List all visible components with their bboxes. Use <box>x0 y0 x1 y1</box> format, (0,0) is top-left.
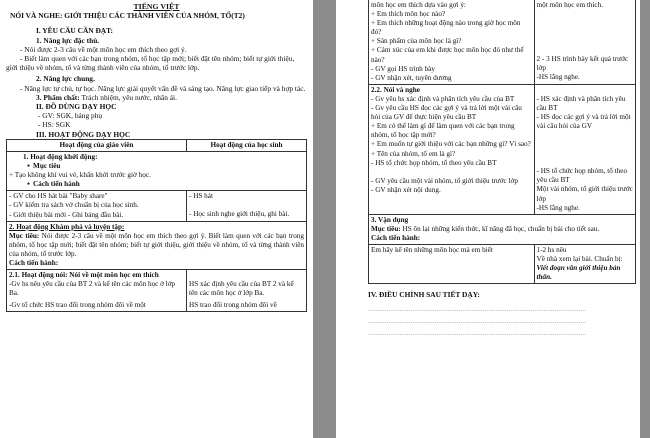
method-label: ● Cách tiến hành <box>9 180 304 189</box>
table-row <box>369 214 636 244</box>
list-item: + Em muốn tự giới thiệu với các bạn những gì? Vì sao? <box>371 140 531 149</box>
list-item: -Gv hs nêu yêu cầu của BT 2 và kể tên các môn học ở lớp Ba. <box>9 280 176 298</box>
table-header-teacher: Hoạt động của giáo viên <box>7 139 187 151</box>
activity-subtitle: 2.1. Hoạt động nói: Nói về một môn học em thích <box>9 271 159 280</box>
subsection-general-competence: 2. Năng lực chung. <box>36 74 95 84</box>
activity-title: 2. Hoạt động Khám phá và luyện tập: <box>9 222 125 231</box>
dotted-line: ...................................................................................................................... <box>368 327 587 337</box>
subsection-specific-competence: 1. Năng lực đặc thù. <box>36 35 100 45</box>
table-row <box>369 84 535 214</box>
list-item: 1-2 hs nêu <box>536 245 567 254</box>
list-item: - GV nhận xét, tuyên dương <box>371 73 452 82</box>
target-label: ● Mục tiêu <box>9 162 304 171</box>
subject-heading: TIẾNG VIỆT <box>133 2 180 11</box>
list-item: + Em thích những hoạt động nào trong giờ học môn đó? <box>371 19 521 37</box>
list-item: - HS xác định và phân tích yêu cầu BT <box>536 94 626 112</box>
target-text: HS ôn lại những kiến thức, kĩ năng đã học, chuẩn bị bài cho tiết sau. <box>400 224 600 233</box>
table-row <box>187 191 307 221</box>
list-item: - Học sinh nghe giới thiệu, ghi bài. <box>189 210 290 219</box>
table-row <box>7 151 307 190</box>
list-item: HS xác định yêu cầu của BT 2 và kể tên các môn học ở lớp Ba. <box>189 280 294 298</box>
document-page-2 <box>336 0 640 438</box>
list-item: -Gv tổ chức HS trao đổi trong nhóm đôi về một <box>9 301 146 310</box>
list-item: - Gv yêu hs xác định và phân tích yêu cầu của BT <box>371 94 515 103</box>
table-row <box>369 244 535 283</box>
list-item: Một vài nhóm, tổ giới thiệu trước lớp <box>536 185 633 203</box>
table-row <box>7 221 307 269</box>
activity-subtitle: 2.2. Nói và nghe <box>371 85 420 94</box>
target-paragraph <box>9 232 304 259</box>
list-item: một môn học em thích. <box>536 1 604 9</box>
list-item: - GV gọi HS trình bày <box>371 64 435 73</box>
dotted-line: ...................................................................................................................... <box>368 315 587 325</box>
activity-title: 3. Vận dụng <box>371 215 409 224</box>
list-item: + Sản phẩm của môn học là gì? <box>371 37 462 46</box>
target-paragraph <box>371 225 633 234</box>
paragraph: - Năng lực tự chủ, tự học. Năng lực giải quyết vấn đề và sáng tạo. Năng lực giao tiếp và hợp tác. <box>20 83 306 93</box>
list-item: HS trao đổi trong nhóm đôi về <box>189 301 277 310</box>
list-item: 2 - 3 HS trình bày kết quả trước lớp <box>536 55 629 73</box>
list-item: -HS lắng nghe. <box>536 203 580 212</box>
list-item: - HS tổ chức họp nhóm, tổ theo yêu cầu BT <box>536 167 628 185</box>
materials-student: - HS: SGK <box>38 120 71 130</box>
list-item: + Tên của nhóm, tổ em là gì? <box>371 149 456 158</box>
document-page-1 <box>0 0 313 438</box>
list-item: - Giới thiệu bài mới - Ghi bảng đầu bài. <box>9 210 124 219</box>
section-title-requirements: I. YÊU CẦU CẦN ĐẠT: <box>36 26 113 36</box>
list-item: - HS tổ chức họp nhóm, tổ theo yêu cầu BT <box>371 158 497 167</box>
list-item: Viết đoạn văn giới thiệu bản thân. <box>536 264 621 282</box>
list-item: Về nhà xem lại bài. Chuẩn bị: <box>536 255 623 264</box>
qualities-line <box>36 93 307 102</box>
activities-table-continued <box>368 0 636 284</box>
list-item: + Em có thể làm gì để làm quen với các bạn trong nhóm, tổ học tập mới? <box>371 122 515 140</box>
table-row <box>534 84 635 214</box>
list-item: + Em thích môn học nào? <box>371 10 446 19</box>
activity-title: 1. Hoạt động khởi động: <box>23 152 98 161</box>
list-item: - GV nhận xét nội dung. <box>371 185 441 194</box>
paragraph: - Biết làm quen với các bạn trong nhóm, tổ học tập mới; biết đặt tên nhóm; biết tự giới thiệu, giới thiệu về nhóm, tổ và từng thành viên của nhóm, tổ trước lớp. <box>6 54 295 73</box>
section-title-materials: II. ĐỒ DÙNG DẠY HỌC <box>36 102 117 112</box>
method-label: Cách tiến hành: <box>371 233 421 242</box>
section-title-adjustment: IV. ĐIỀU CHỈNH SAU TIẾT DẠY: <box>368 290 480 300</box>
list-item: - Gv yêu cầu HS đọc các gợi ý và trả lời một vài câu hỏi của GV để thực hiện yêu cầu BT <box>371 104 522 122</box>
paragraph: - Nói được 2-3 câu về một môn học em thích theo gợi ý. <box>20 44 187 54</box>
method-label: Cách tiến hành: <box>9 258 59 267</box>
lesson-title: NÓI VÀ NGHE: GIỚI THIỆU CÁC THÀNH VIÊN CỦA NHÓM, TỔ(T2) <box>10 11 245 21</box>
materials-teacher: - GV: SGK, bảng phụ <box>38 111 103 121</box>
table-row <box>534 0 635 84</box>
table-row <box>7 191 187 221</box>
dotted-line: ...................................................................................................................... <box>368 303 587 313</box>
table-row <box>187 270 307 312</box>
target-text: + Tạo không khí vui vẻ, khấn khởi trước giờ học. <box>9 171 151 180</box>
list-item: + Cảm xúc của em khi được học môn học đó như thế nào? <box>371 46 524 64</box>
list-item: môn học em thích dựa vào gợi ý: <box>371 1 466 9</box>
table-row <box>7 270 187 312</box>
target-label: Mục tiêu: <box>371 224 401 233</box>
target-label: Mục tiêu: <box>9 231 40 240</box>
list-item: - GV cho HS hát bài "Baby share" <box>9 192 108 201</box>
list-item <box>189 201 304 210</box>
table-header-student: Hoạt động của học sinh <box>187 139 307 151</box>
table-row <box>369 0 535 84</box>
section-title-activities: III. HOẠT ĐỘNG DẠY HỌC <box>36 129 131 139</box>
qualities-label: 3. Phẩm chất: <box>36 92 80 102</box>
list-item: - HS đọc các gợi ý và trả lời một vài câu hỏi của GV <box>536 113 631 131</box>
list-item: - GV kiểm tra sách vở chuẩn bị của học sinh. <box>9 201 139 210</box>
activities-table <box>6 139 307 313</box>
table-row <box>534 244 635 283</box>
list-item: - HS hát <box>189 192 213 201</box>
qualities-text: Trách nhiệm, yêu nước, nhân ái. <box>79 92 177 102</box>
target-text: Nói được 2-3 câu về một môn học em thích theo gợi ý. Biết làm quen với các bạn trong nhóm, tổ học tập mới; biết đặt tên nhóm; biết tự giới thiệu, giới thiệu về nhóm, tổ và từng thành viên của nhóm, tổ trước lớp. <box>9 231 304 258</box>
list-item: Em hãy kể tên những môn học mà em biết <box>371 245 493 254</box>
list-item: - GV yêu cầu một vài nhóm, tổ giới thiệu trước lớp <box>371 176 518 185</box>
list-item: -HS lắng nghe. <box>536 73 580 82</box>
